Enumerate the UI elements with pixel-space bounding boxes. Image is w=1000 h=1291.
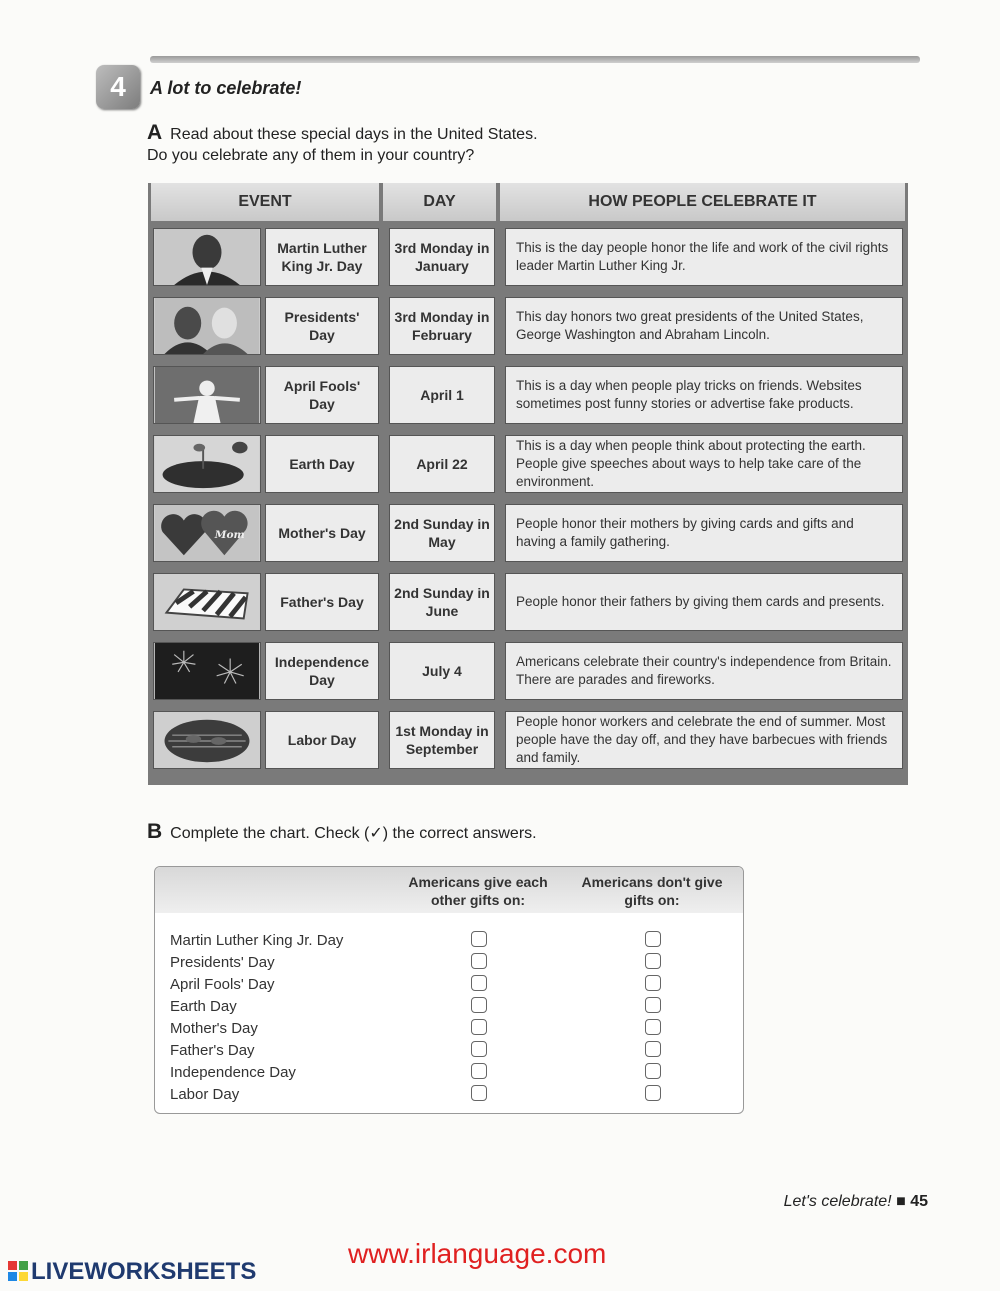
chart-item-label: Presidents' Day	[170, 954, 275, 971]
no-gifts-checkbox[interactable]	[645, 1085, 661, 1101]
event-day: 3rd Monday in January	[389, 228, 495, 286]
top-rule	[150, 56, 920, 63]
column-gives-gifts: Americans give each other gifts on:	[408, 874, 548, 908]
event-name: April Fools' Day	[265, 366, 379, 424]
event-day: 2nd Sunday in June	[389, 573, 495, 631]
chart-item-label: Earth Day	[170, 998, 237, 1015]
event-day: April 1	[389, 366, 495, 424]
event-day: April 22	[389, 435, 495, 493]
liveworksheets-logo[interactable]: LIVEWORKSHEETS	[8, 1258, 256, 1286]
gives-gifts-checkbox[interactable]	[471, 953, 487, 969]
fireworks-image	[153, 642, 261, 700]
event-name: Labor Day	[265, 711, 379, 769]
event-description: This is the day people honor the life and work of the civil rights leader Martin Luther King Jr.	[505, 228, 903, 286]
hearts-image	[153, 504, 261, 562]
gifts-check-chart	[154, 866, 744, 1114]
event-description: This day honors two great presidents of the United States, George Washington and Abraham Lincoln.	[505, 297, 903, 355]
no-gifts-checkbox[interactable]	[645, 953, 661, 969]
chart-item-label: Mother's Day	[170, 1020, 258, 1037]
striped-tie-image	[153, 573, 261, 631]
column-no-gifts: Americans don't give gifts on:	[581, 874, 723, 908]
event-description: This is a day when people play tricks on friends. Websites sometimes post funny stories or advertise fake products.	[505, 366, 903, 424]
gives-gifts-checkbox[interactable]	[471, 1041, 487, 1057]
event-day: 2nd Sunday in May	[389, 504, 495, 562]
gives-gifts-checkbox[interactable]	[471, 1063, 487, 1079]
event-description: People honor their mothers by giving cards and gifts and having a family gathering.	[505, 504, 903, 562]
no-gifts-checkbox[interactable]	[645, 1063, 661, 1079]
event-name: Father's Day	[265, 573, 379, 631]
presidents-portrait-image	[153, 297, 261, 355]
event-name: Presidents' Day	[265, 297, 379, 355]
event-day: July 4	[389, 642, 495, 700]
irlanguage-watermark[interactable]: www.irlanguage.com	[348, 1238, 607, 1269]
no-gifts-checkbox[interactable]	[645, 931, 661, 947]
footer-square-icon: ■	[896, 1193, 906, 1210]
gives-gifts-checkbox[interactable]	[471, 997, 487, 1013]
part-a-instruction-2: Do you celebrate any of them in your country?	[147, 147, 475, 164]
chart-item-label: Independence Day	[170, 1064, 296, 1081]
gives-gifts-checkbox[interactable]	[471, 975, 487, 991]
chart-item-label: Labor Day	[170, 1086, 240, 1103]
table-row	[148, 294, 908, 358]
table-row	[148, 639, 908, 703]
table-row	[148, 225, 908, 289]
event-name: Independence Day	[265, 642, 379, 700]
event-name: Martin Luther King Jr. Day	[265, 228, 379, 286]
event-description: This is a day when people think about protecting the earth. People give speeches about ways to help take care of the environment.	[505, 435, 903, 493]
gives-gifts-checkbox[interactable]	[471, 931, 487, 947]
gives-gifts-checkbox[interactable]	[471, 1019, 487, 1035]
event-description: Americans celebrate their country's independence from Britain. There are parades and fireworks.	[505, 642, 903, 700]
part-a-instruction-1: A Read about these special days in the United States.	[147, 121, 538, 144]
chart-item-label: Martin Luther King Jr. Day	[170, 932, 344, 949]
section-number-badge: 4	[96, 65, 140, 109]
footer-unit-title: Let's celebrate!	[783, 1193, 892, 1210]
mlk-portrait-image	[153, 228, 261, 286]
page-number: 45	[910, 1193, 928, 1210]
table-row	[148, 432, 908, 496]
holidays-table	[148, 183, 908, 785]
event-day: 3rd Monday in February	[389, 297, 495, 355]
mom-text: Mom	[214, 527, 245, 541]
header-how: HOW PEOPLE CELEBRATE IT	[500, 183, 905, 221]
chart-item-label: Father's Day	[170, 1042, 255, 1059]
page-footer	[784, 1193, 928, 1211]
part-b-instruction: B Complete the chart. Check (✓) the correct answers.	[147, 820, 537, 843]
no-gifts-checkbox[interactable]	[645, 975, 661, 991]
part-b-letter: B	[147, 820, 163, 843]
no-gifts-checkbox[interactable]	[645, 1019, 661, 1035]
section-title: A lot to celebrate!	[150, 78, 302, 98]
event-day: 1st Monday in September	[389, 711, 495, 769]
table-row	[148, 708, 908, 772]
header-event: EVENT	[151, 183, 379, 221]
table-row	[148, 501, 908, 565]
gives-gifts-checkbox[interactable]	[471, 1085, 487, 1101]
no-gifts-checkbox[interactable]	[645, 997, 661, 1013]
event-description: People honor their fathers by giving them cards and presents.	[505, 573, 903, 631]
event-name: Mother's Day	[265, 504, 379, 562]
no-gifts-checkbox[interactable]	[645, 1041, 661, 1057]
chart-item-label: April Fools' Day	[170, 976, 275, 993]
event-description: People honor workers and celebrate the end of summer. Most people have the day off, and they have barbecues with friends and family.	[505, 711, 903, 769]
header-day: DAY	[383, 183, 496, 221]
part-a-letter: A	[147, 121, 163, 144]
jester-image	[153, 366, 261, 424]
liveworksheets-icon	[8, 1261, 28, 1281]
barbecue-grill-image	[153, 711, 261, 769]
table-row	[148, 570, 908, 634]
table-row	[148, 363, 908, 427]
event-name: Earth Day	[265, 435, 379, 493]
plant-pot-image	[153, 435, 261, 493]
